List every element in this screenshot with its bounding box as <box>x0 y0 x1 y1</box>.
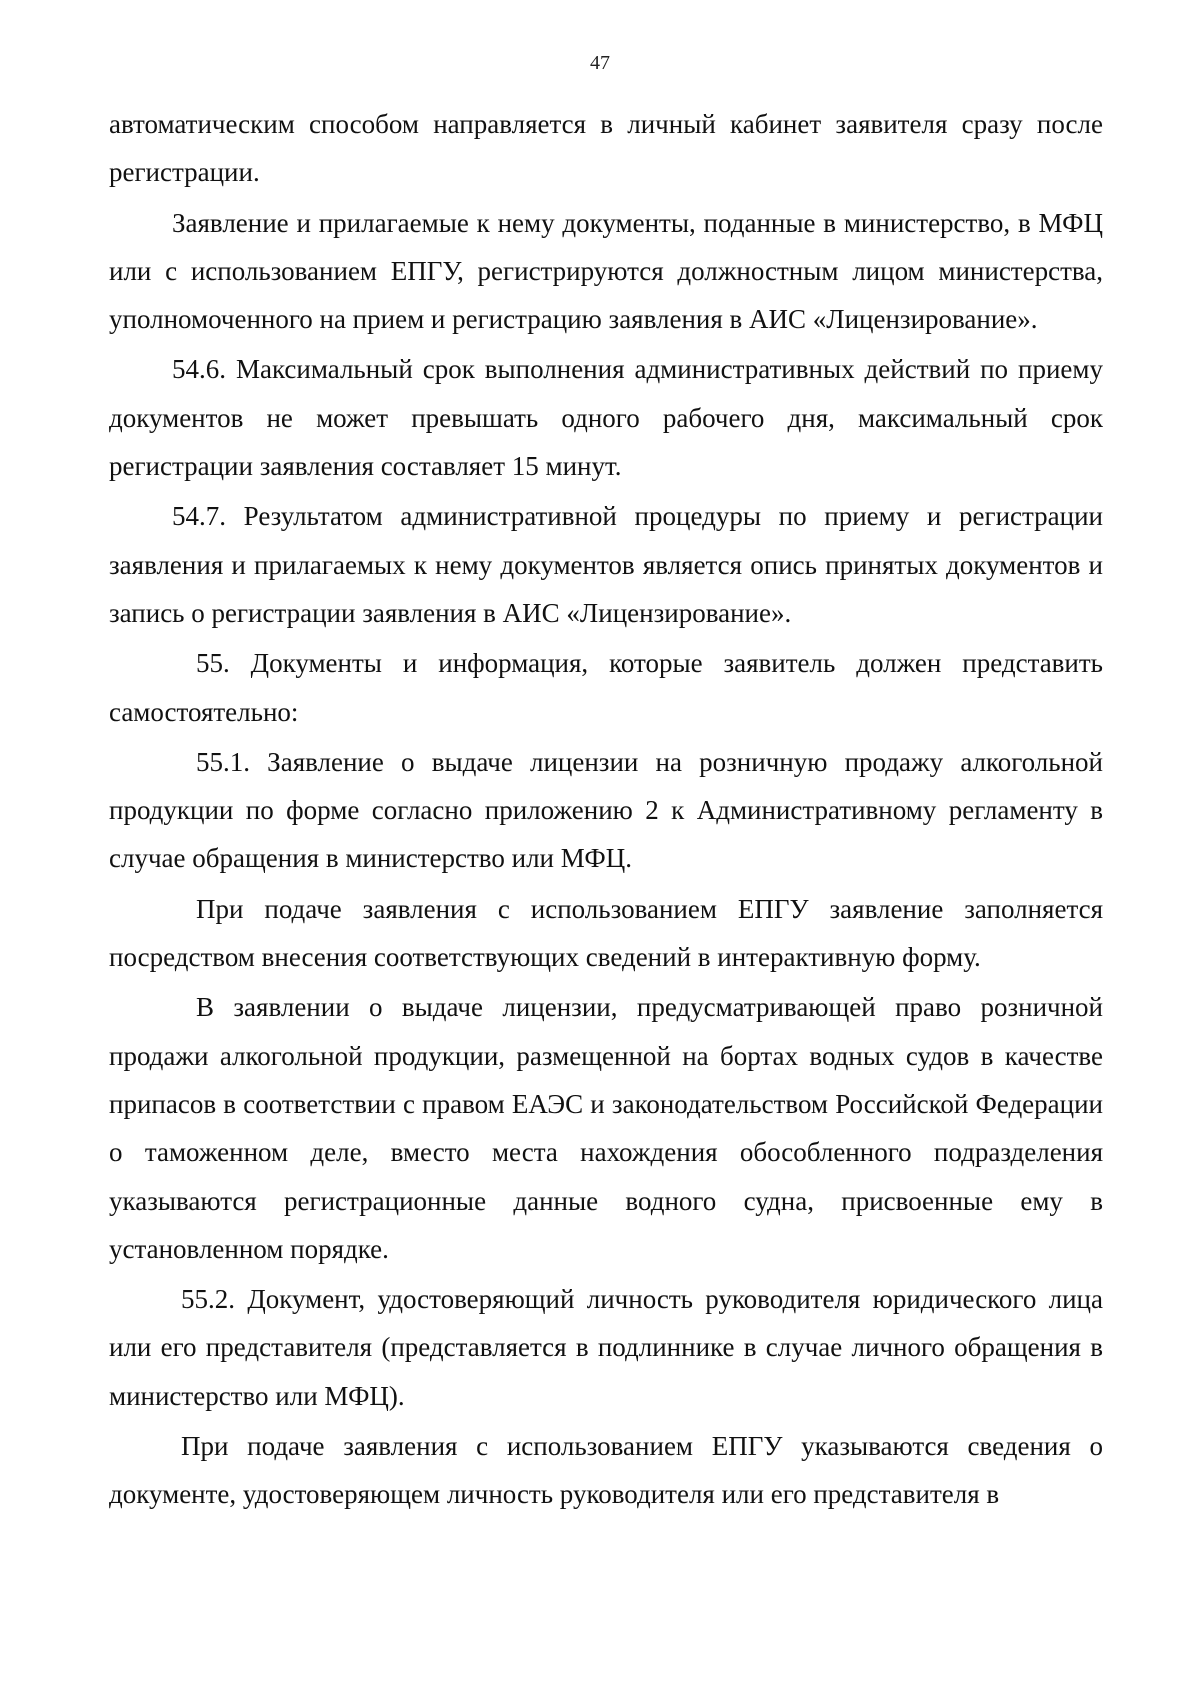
paragraph-55-1: 55.1. Заявление о выдаче лицензии на розничную продажу алкогольной продукции по форме согласно приложению 2 к Административному регламенту в случае обращения в министерство или МФЦ. <box>109 746 1103 874</box>
paragraph-54-7: 54.7. Результатом административной процедуры по приему и регистрации заявления и прилагаемых к нему документов является опись принятых документов и запись о регистрации заявления в АИС «Лицензирование». <box>109 501 1103 628</box>
paragraph-55: 55. Документы и информация, которые заявитель должен представить самостоятельно: <box>109 648 1103 727</box>
paragraph-registration: Заявление и прилагаемые к нему документы, поданные в министерство, в МФЦ или с использованием ЕПГУ, регистрируются должностным лицом министерства, уполномоченного на прием и регистрацию заявления в АИС «Лицензирование». <box>109 207 1103 335</box>
paragraph-continuation: автоматическим способом направляется в личный кабинет заявителя сразу после регистрации. <box>109 109 1103 188</box>
paragraph-epgu-identity: При подаче заявления с использованием ЕПГУ указываются сведения о документе, удостоверяющем личность руководителя или его представителя в <box>109 1431 1103 1510</box>
paragraph-vessel: В заявлении о выдаче лицензии, предусматривающей право розничной продажи алкогольной продукции, размещенной на бортах водных судов в качестве припасов в соответствии с правом ЕАЭС и законодательством Российской Федерации о таможенном деле, вместо места нахождения обособленного подразделения указываются регистрационные данные водного судна, присвоенные ему в установленном порядке. <box>109 992 1103 1264</box>
paragraph-epgu-form: При подаче заявления с использованием ЕПГУ заявление заполняется посредством внесения соответствующих сведений в интерактивную форму. <box>109 893 1103 973</box>
paragraph-54-6: 54.6. Максимальный срок выполнения административных действий по приему документов не может превышать одного рабочего дня, максимальный срок регистрации заявления составляет 15 минут. <box>109 354 1103 482</box>
paragraph-55-2: 55.2. Документ, удостоверяющий личность руководителя юридического лица или его представителя (представляется в подлиннике в случае личного обращения в министерство или МФЦ). <box>109 1284 1103 1411</box>
document-body <box>109 100 1103 1521</box>
page-number: 47 <box>590 52 610 74</box>
